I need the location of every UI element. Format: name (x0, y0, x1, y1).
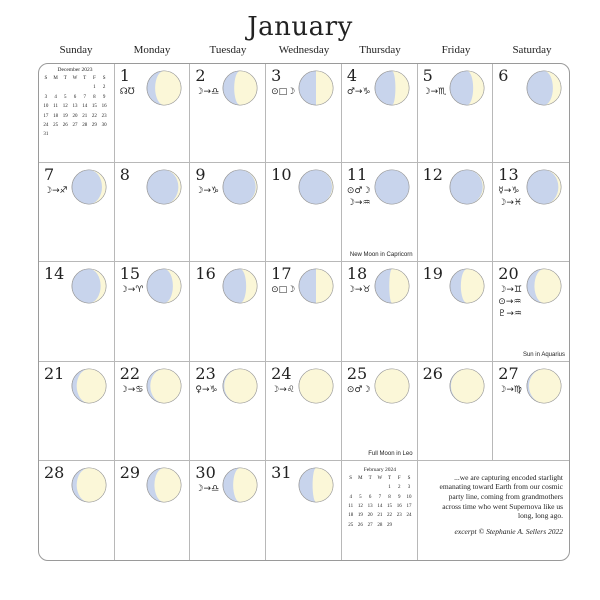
moon-phase-icon (145, 168, 183, 206)
day-number: 27 (498, 363, 519, 383)
mini-day: 7 (378, 494, 382, 500)
day-number: 31 (271, 462, 292, 482)
mini-day: 28 (82, 123, 88, 129)
weekday-label: Wednesday (278, 44, 330, 56)
moon-phase-icon (297, 367, 335, 405)
day-cell (190, 362, 266, 461)
mini-day (51, 83, 61, 92)
day-cell (418, 362, 494, 461)
day-number: 1 (119, 66, 130, 85)
mini-day: 21 (82, 113, 88, 119)
mini-weekday: S (102, 76, 106, 81)
moon-phase-icon (297, 466, 335, 504)
moon-phase-icon (221, 367, 259, 405)
astro-aspects: ☽→♎ (195, 87, 220, 97)
mini-day: 2 (102, 85, 106, 91)
mini-day: 19 (62, 113, 68, 119)
mini-day: 13 (72, 104, 78, 110)
mini-day: 21 (377, 513, 383, 519)
day-cell (493, 163, 569, 262)
day-number: 21 (44, 363, 65, 383)
quote-text: ...we are capturing encoded starlight emanating toward Earth from our cosmic party line, coming from grandmothers across time who went Supernova like us long, long ago. (439, 472, 563, 521)
day-number: 11 (346, 165, 368, 185)
moon-phase-icon (221, 168, 259, 206)
astro-aspects: ☽→♏ (422, 87, 447, 97)
mini-day: 6 (368, 494, 372, 500)
moon-phase-icon (297, 168, 335, 206)
day-number: 8 (119, 165, 130, 185)
mini-calendar-cell (39, 64, 115, 163)
month-grid (38, 63, 570, 561)
day-number: 3 (271, 66, 282, 85)
day-number: 28 (44, 462, 65, 482)
mini-weekday: F (397, 475, 401, 481)
day-cell (39, 362, 115, 461)
mini-day: 12 (62, 104, 68, 110)
mini-day: 27 (72, 123, 78, 129)
mini-day: 5 (64, 94, 67, 100)
mini-calendar-title: December 2023 (57, 67, 93, 73)
day-cell (190, 64, 266, 163)
moon-phase-icon (373, 367, 411, 405)
moon-phase-icon (70, 367, 108, 405)
day-cell (493, 64, 569, 163)
moon-phase-icon (525, 367, 563, 405)
moon-phase-icon (221, 69, 259, 107)
astro-aspects: ☽→♊ ⊙→♒ ♇→♒ (498, 285, 522, 320)
mini-day: 1 (388, 485, 391, 491)
mini-day: 8 (388, 494, 391, 500)
mini-day: 12 (357, 504, 363, 510)
day-cell (342, 262, 418, 361)
mini-day (70, 83, 80, 92)
day-number: 24 (271, 363, 292, 383)
astro-aspects: ☽→♌ (271, 384, 295, 395)
quote-citation: excerpt © Stephanie A. Sellers 2022 (454, 526, 563, 536)
day-cell (418, 163, 494, 262)
moon-phase-icon (525, 168, 563, 206)
mini-day: 1 (93, 85, 96, 91)
day-cell (39, 461, 115, 560)
moon-phase-icon (525, 69, 563, 107)
astro-aspects: ☽→♉ (346, 285, 371, 296)
mini-day: 14 (82, 104, 88, 110)
day-cell (39, 262, 115, 361)
mini-day: 10 (43, 104, 49, 110)
mini-day: 25 (348, 522, 354, 528)
astro-aspects: ⊙♂☽ (346, 384, 371, 395)
weekday-label: Thursday (359, 44, 401, 56)
astro-aspects: ♀→♑ (195, 384, 218, 395)
mini-day: 16 (396, 504, 402, 510)
moon-phase-icon (525, 267, 563, 305)
mini-day (70, 130, 80, 139)
mini-weekday: T (368, 475, 372, 481)
mini-weekday: M (358, 475, 363, 481)
mini-day (60, 83, 70, 92)
mini-day: 20 (72, 113, 78, 119)
moon-phase-icon (221, 466, 259, 504)
mini-calendar-feb (346, 467, 414, 530)
day-cell (115, 362, 191, 461)
moon-phase-icon (145, 466, 183, 504)
mini-weekday: T (388, 475, 392, 481)
moon-phase-icon (70, 267, 108, 305)
astro-aspects: ☽→♎ (195, 483, 220, 494)
day-number: 7 (44, 165, 55, 185)
mini-day: 6 (73, 94, 77, 100)
mini-day: 4 (349, 494, 352, 500)
mini-day (51, 130, 61, 139)
mini-weekday: T (63, 76, 67, 81)
day-number: 10 (271, 165, 292, 185)
day-cell (115, 461, 191, 560)
mini-day (80, 83, 90, 92)
weekday-header-row (38, 44, 570, 60)
mini-day: 18 (53, 113, 59, 119)
mini-day: 27 (367, 522, 373, 528)
mini-day: 3 (44, 94, 48, 100)
astro-aspects: ☊℧ (119, 87, 135, 97)
moon-phase-icon (145, 69, 183, 107)
mini-day: 4 (54, 94, 57, 100)
mini-day: 28 (377, 522, 383, 528)
mini-day (99, 130, 109, 139)
astro-aspects: ⊙♂☽ ☽→♒ (346, 186, 371, 209)
mini-day: 30 (101, 123, 107, 129)
mini-weekday: S (407, 475, 411, 481)
day-number: 23 (195, 363, 216, 383)
moon-phase-icon (70, 466, 108, 504)
mini-day: 15 (91, 104, 97, 110)
mini-day: 15 (387, 504, 393, 510)
quote-block (433, 473, 563, 537)
mini-calendar-grid (41, 74, 109, 140)
day-cell (418, 262, 494, 361)
moon-phase-icon (373, 168, 411, 206)
day-number: 12 (422, 165, 443, 185)
mini-day: 11 (53, 104, 58, 110)
mini-day (41, 83, 51, 92)
day-cell (418, 64, 494, 163)
day-cell (190, 461, 266, 560)
weekday-label: Tuesday (209, 44, 247, 56)
moon-phase-icon (373, 69, 411, 107)
day-cell (266, 461, 342, 560)
day-cell (115, 163, 191, 262)
day-cell (342, 163, 418, 262)
mini-day: 7 (83, 94, 86, 100)
moon-phase-icon (145, 367, 183, 405)
weekday-label: Saturday (512, 44, 552, 56)
mini-day: 20 (367, 513, 373, 519)
astro-aspects: ⊙□☽ (271, 285, 296, 296)
mini-day: 31 (43, 132, 49, 138)
mini-weekday: S (349, 475, 353, 481)
mini-day: 3 (407, 485, 411, 491)
mini-day: 14 (377, 504, 383, 510)
mini-day: 25 (53, 123, 59, 129)
mini-day: 24 (406, 513, 412, 519)
astro-aspects: ☽→♈ (119, 285, 144, 296)
mini-day: 23 (101, 113, 107, 119)
day-number: 25 (346, 363, 368, 383)
mini-day: 16 (101, 104, 107, 110)
day-number: 20 (498, 264, 519, 284)
mini-weekday: W (72, 76, 78, 81)
day-number: 9 (195, 165, 206, 185)
moon-phase-icon (448, 69, 486, 107)
astro-aspects: ☽→♐ (44, 186, 68, 197)
day-cell (39, 163, 115, 262)
mini-calendar-title: February 2024 (363, 466, 396, 473)
mini-day (356, 483, 366, 492)
mini-day: 23 (396, 513, 402, 519)
moon-phase-icon (373, 267, 411, 305)
mini-day: 17 (406, 504, 412, 510)
day-number: 17 (271, 264, 292, 284)
mini-day: 29 (387, 522, 393, 528)
mini-calendar-dec (41, 67, 109, 140)
mini-day: 5 (359, 494, 362, 500)
day-number: 4 (346, 66, 358, 85)
mini-day: 9 (102, 94, 106, 100)
moon-phase-icon (145, 267, 183, 305)
mini-day (375, 483, 385, 492)
moon-phase-icon (221, 267, 259, 305)
day-cell (190, 163, 266, 262)
day-number: 22 (119, 363, 141, 383)
mini-day: 10 (406, 494, 412, 500)
mini-day (90, 130, 100, 139)
mini-day: 13 (367, 504, 373, 510)
day-number: 26 (422, 363, 443, 383)
astro-aspects: ☽→♍ (498, 384, 522, 395)
day-number: 19 (422, 264, 443, 284)
astro-aspects: ⊙□☽ (271, 87, 296, 97)
moon-phase-icon (448, 367, 486, 405)
mini-day: 29 (91, 123, 97, 129)
day-cell (266, 262, 342, 361)
day-number: 2 (195, 66, 206, 85)
mini-day: 24 (43, 123, 49, 129)
mini-day: 9 (398, 494, 401, 500)
mini-calendar-cell (342, 461, 418, 560)
mini-day (80, 130, 90, 139)
mini-day (404, 521, 414, 530)
mini-weekday: T (83, 76, 87, 81)
mini-weekday: S (44, 76, 48, 81)
astro-aspects: ☿→♑ ☽→♓ (498, 186, 522, 209)
mini-day (60, 130, 70, 139)
month-title: January (247, 12, 353, 42)
quote-cell (418, 461, 569, 560)
moon-phase-icon (448, 267, 486, 305)
day-note: Sun in Aquarius (522, 351, 565, 358)
astro-aspects: ♂→♑ (346, 87, 371, 97)
day-number: 6 (498, 66, 509, 85)
day-cell (493, 262, 569, 361)
mini-weekday: F (93, 76, 96, 81)
moon-phase-icon (297, 267, 335, 305)
mini-day: 22 (91, 113, 97, 119)
day-number: 14 (44, 264, 65, 284)
day-number: 29 (119, 462, 141, 482)
mini-day (394, 521, 404, 530)
mini-day: 19 (357, 513, 363, 519)
mini-day: 11 (348, 504, 354, 510)
day-cell (190, 262, 266, 361)
mini-day: 8 (93, 94, 96, 100)
day-cell (266, 163, 342, 262)
astro-aspects: ☽→♑ (195, 186, 220, 197)
mini-day: 18 (348, 513, 354, 519)
mini-calendar-grid (346, 474, 414, 530)
day-number: 18 (346, 264, 368, 284)
day-cell (342, 64, 418, 163)
day-note: New Moon in Capricorn (349, 252, 413, 259)
weekday-label: Sunday (59, 44, 93, 56)
mini-day: 26 (62, 123, 68, 129)
day-cell (115, 262, 191, 361)
day-cell (493, 362, 569, 461)
mini-day: 2 (398, 485, 401, 491)
astro-aspects: ☽→♋ (119, 384, 144, 395)
day-cell (266, 362, 342, 461)
day-cell (266, 64, 342, 163)
mini-day (365, 483, 375, 492)
mini-day: 17 (43, 113, 49, 119)
day-note: Full Moon in Leo (368, 450, 413, 457)
day-number: 30 (195, 462, 216, 482)
moon-phase-icon (448, 168, 486, 206)
mini-day: 26 (357, 522, 363, 528)
day-number: 16 (195, 264, 216, 284)
mini-weekday: M (53, 76, 58, 81)
day-cell (115, 64, 191, 163)
day-cell (342, 362, 418, 461)
day-number: 5 (422, 66, 433, 85)
day-number: 15 (119, 264, 141, 284)
weekday-label: Friday (441, 44, 471, 56)
mini-weekday: W (377, 475, 383, 481)
day-number: 13 (498, 165, 519, 185)
moon-phase-icon (70, 168, 108, 206)
weekday-label: Monday (133, 44, 171, 56)
mini-day (346, 483, 356, 492)
moon-phase-icon (297, 69, 335, 107)
mini-day: 22 (387, 513, 393, 519)
